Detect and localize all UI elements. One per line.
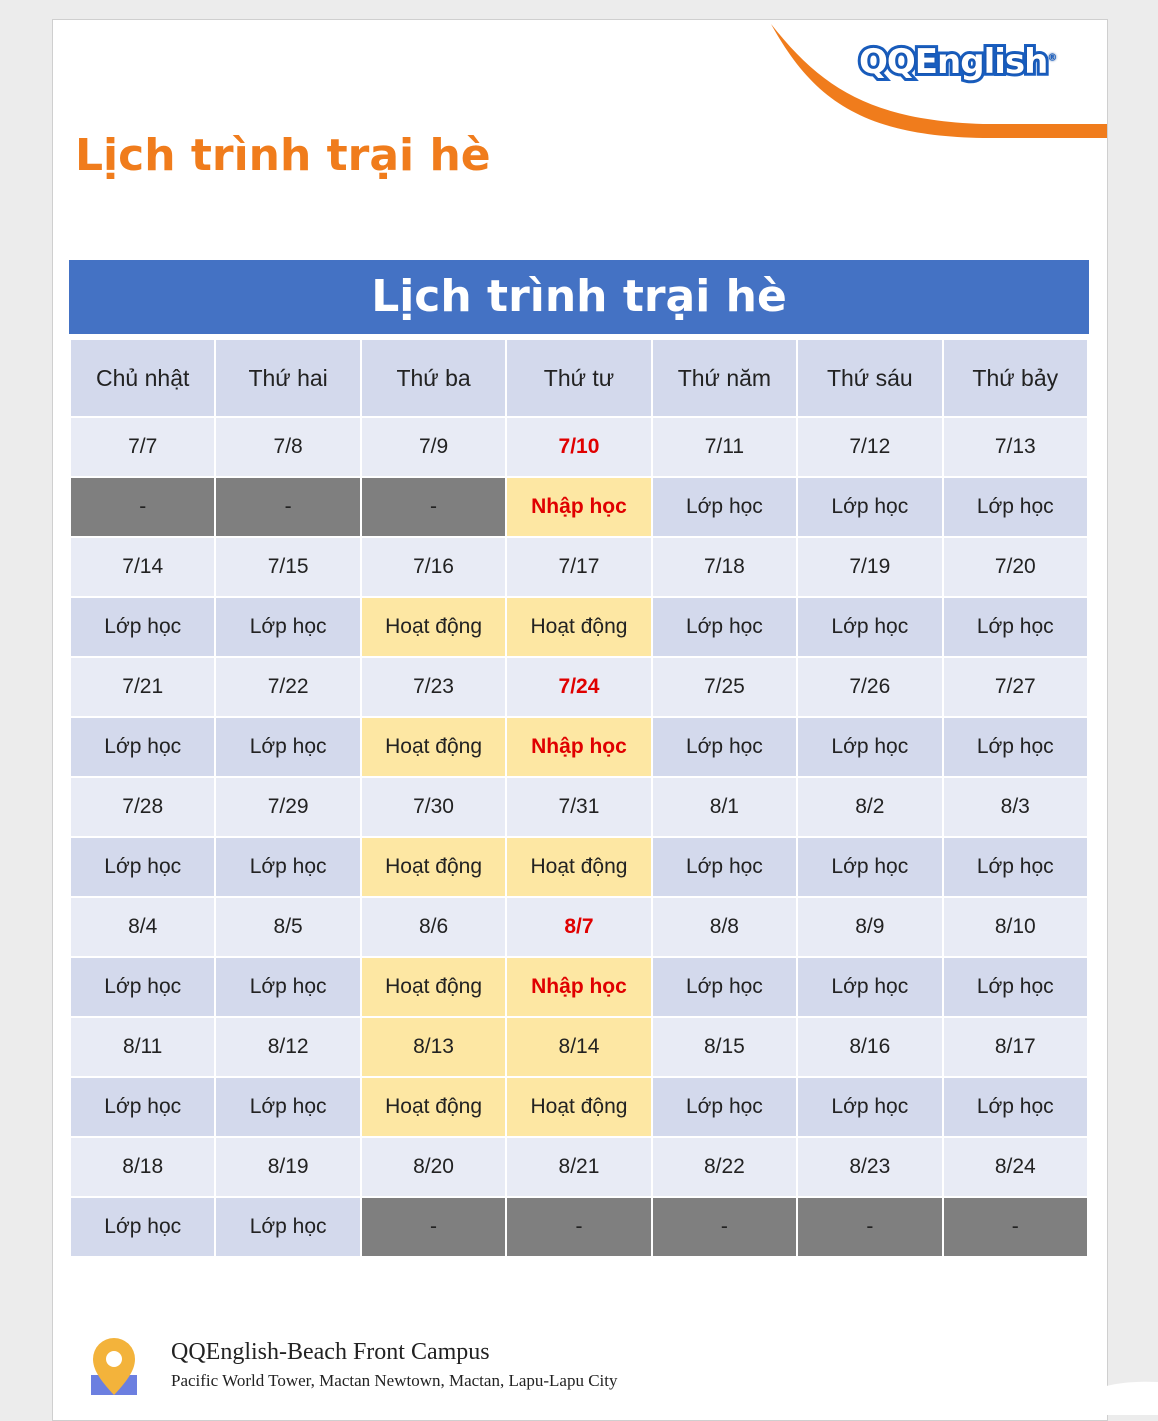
weekday-header-cell: Thứ năm	[653, 340, 796, 416]
activity-cell: -	[944, 1198, 1087, 1256]
date-cell: 8/20	[362, 1138, 505, 1196]
schedule-table	[69, 260, 1089, 1258]
weekday-header-cell: Thứ bảy	[944, 340, 1087, 416]
date-cell: 8/10	[944, 898, 1087, 956]
activity-cell: Lớp học	[944, 478, 1087, 536]
activity-row	[71, 1078, 1087, 1136]
date-cell: 7/30	[362, 778, 505, 836]
date-cell: 8/21	[507, 1138, 650, 1196]
campus-address: Pacific World Tower, Mactan Newtown, Mactan, Lapu-Lapu City	[171, 1371, 618, 1390]
activity-cell: Lớp học	[216, 838, 359, 896]
activity-cell: Hoạt động	[507, 1078, 650, 1136]
activity-cell: -	[653, 1198, 796, 1256]
document-page	[52, 19, 1108, 1421]
date-cell: 8/1	[653, 778, 796, 836]
activity-cell: Lớp học	[71, 598, 214, 656]
activity-cell: Lớp học	[653, 838, 796, 896]
activity-cell: Hoạt động	[507, 838, 650, 896]
date-row	[71, 418, 1087, 476]
activity-cell: -	[798, 1198, 941, 1256]
date-cell: 8/7	[507, 898, 650, 956]
activity-cell: Hoạt động	[507, 598, 650, 656]
page-curl-decoration	[1060, 1380, 1158, 1415]
brand-swoosh-decoration	[753, 20, 1108, 150]
date-cell: 7/17	[507, 538, 650, 596]
date-cell: 7/25	[653, 658, 796, 716]
date-cell: 8/19	[216, 1138, 359, 1196]
date-cell: 8/2	[798, 778, 941, 836]
activity-cell: Lớp học	[653, 718, 796, 776]
date-cell: 8/14	[507, 1018, 650, 1076]
weekday-header-cell: Thứ hai	[216, 340, 359, 416]
date-cell: 7/7	[71, 418, 214, 476]
date-cell: 7/28	[71, 778, 214, 836]
activity-cell: Lớp học	[798, 1078, 941, 1136]
date-cell: 7/12	[798, 418, 941, 476]
date-cell: 7/8	[216, 418, 359, 476]
activity-cell: Hoạt động	[362, 718, 505, 776]
date-cell: 7/23	[362, 658, 505, 716]
activity-row	[71, 718, 1087, 776]
date-cell: 7/9	[362, 418, 505, 476]
activity-cell: Lớp học	[71, 718, 214, 776]
activity-cell: Lớp học	[798, 598, 941, 656]
date-row	[71, 778, 1087, 836]
activity-cell: -	[362, 478, 505, 536]
activity-cell: -	[362, 1198, 505, 1256]
weekday-header-cell: Thứ ba	[362, 340, 505, 416]
activity-cell: Lớp học	[71, 1198, 214, 1256]
date-cell: 8/22	[653, 1138, 796, 1196]
location-pin-icon	[89, 1337, 139, 1397]
activity-cell: Lớp học	[653, 478, 796, 536]
activity-cell: Lớp học	[71, 838, 214, 896]
activity-cell: Lớp học	[798, 718, 941, 776]
qqenglish-logo: QQEnglish®	[859, 42, 1057, 82]
activity-cell: Lớp học	[798, 838, 941, 896]
weekday-header-cell: Thứ sáu	[798, 340, 941, 416]
date-cell: 7/22	[216, 658, 359, 716]
activity-cell: Lớp học	[798, 958, 941, 1016]
activity-cell: Hoạt động	[362, 838, 505, 896]
date-row	[71, 538, 1087, 596]
activity-cell: Lớp học	[944, 718, 1087, 776]
date-cell: 8/3	[944, 778, 1087, 836]
activity-cell: Hoạt động	[362, 958, 505, 1016]
date-cell: 7/19	[798, 538, 941, 596]
date-cell: 8/5	[216, 898, 359, 956]
activity-cell: Lớp học	[653, 958, 796, 1016]
activity-cell: Lớp học	[216, 718, 359, 776]
activity-cell: -	[71, 478, 214, 536]
activity-cell: Hoạt động	[362, 1078, 505, 1136]
date-cell: 8/9	[798, 898, 941, 956]
date-cell: 8/16	[798, 1018, 941, 1076]
date-row	[71, 898, 1087, 956]
activity-row	[71, 1198, 1087, 1256]
date-cell: 7/11	[653, 418, 796, 476]
date-cell: 8/24	[944, 1138, 1087, 1196]
date-cell: 7/29	[216, 778, 359, 836]
activity-cell: Lớp học	[216, 1198, 359, 1256]
activity-cell: -	[216, 478, 359, 536]
date-cell: 7/24	[507, 658, 650, 716]
date-cell: 7/26	[798, 658, 941, 716]
activity-row	[71, 598, 1087, 656]
activity-cell: Lớp học	[944, 1078, 1087, 1136]
activity-cell: Lớp học	[216, 1078, 359, 1136]
date-row	[71, 1138, 1087, 1196]
date-cell: 8/11	[71, 1018, 214, 1076]
activity-cell: Nhập học	[507, 718, 650, 776]
activity-row	[71, 838, 1087, 896]
date-cell: 8/17	[944, 1018, 1087, 1076]
activity-cell: Nhập học	[507, 478, 650, 536]
schedule-title: Lịch trình trại hè	[69, 260, 1089, 334]
page-title: Lịch trình trại hè	[75, 130, 491, 181]
weekday-header-cell: Thứ tư	[507, 340, 650, 416]
activity-cell: Lớp học	[798, 478, 941, 536]
date-cell: 8/18	[71, 1138, 214, 1196]
activity-cell: Lớp học	[71, 1078, 214, 1136]
activity-cell: Lớp học	[216, 598, 359, 656]
activity-cell: Lớp học	[653, 598, 796, 656]
date-cell: 8/23	[798, 1138, 941, 1196]
activity-cell: Lớp học	[71, 958, 214, 1016]
date-row	[71, 1018, 1087, 1076]
date-cell: 7/13	[944, 418, 1087, 476]
date-cell: 8/13	[362, 1018, 505, 1076]
activity-cell: Lớp học	[944, 598, 1087, 656]
activity-cell: Hoạt động	[362, 598, 505, 656]
activity-cell: Lớp học	[944, 958, 1087, 1016]
date-cell: 8/15	[653, 1018, 796, 1076]
date-cell: 8/12	[216, 1018, 359, 1076]
date-cell: 7/18	[653, 538, 796, 596]
activity-cell: Lớp học	[944, 838, 1087, 896]
campus-name: QQEnglish-Beach Front Campus	[171, 1339, 490, 1365]
date-row	[71, 658, 1087, 716]
date-cell: 7/27	[944, 658, 1087, 716]
activity-row	[71, 478, 1087, 536]
date-cell: 7/31	[507, 778, 650, 836]
activity-cell: Nhập học	[507, 958, 650, 1016]
date-cell: 7/14	[71, 538, 214, 596]
date-cell: 7/16	[362, 538, 505, 596]
date-cell: 7/21	[71, 658, 214, 716]
date-cell: 7/10	[507, 418, 650, 476]
weekday-header-cell: Chủ nhật	[71, 340, 214, 416]
footer	[89, 1333, 1089, 1413]
activity-cell: Lớp học	[216, 958, 359, 1016]
date-cell: 8/6	[362, 898, 505, 956]
activity-cell: Lớp học	[653, 1078, 796, 1136]
date-cell: 8/8	[653, 898, 796, 956]
date-cell: 7/20	[944, 538, 1087, 596]
weekday-header-row	[71, 340, 1087, 416]
activity-row	[71, 958, 1087, 1016]
date-cell: 8/4	[71, 898, 214, 956]
activity-cell: -	[507, 1198, 650, 1256]
date-cell: 7/15	[216, 538, 359, 596]
